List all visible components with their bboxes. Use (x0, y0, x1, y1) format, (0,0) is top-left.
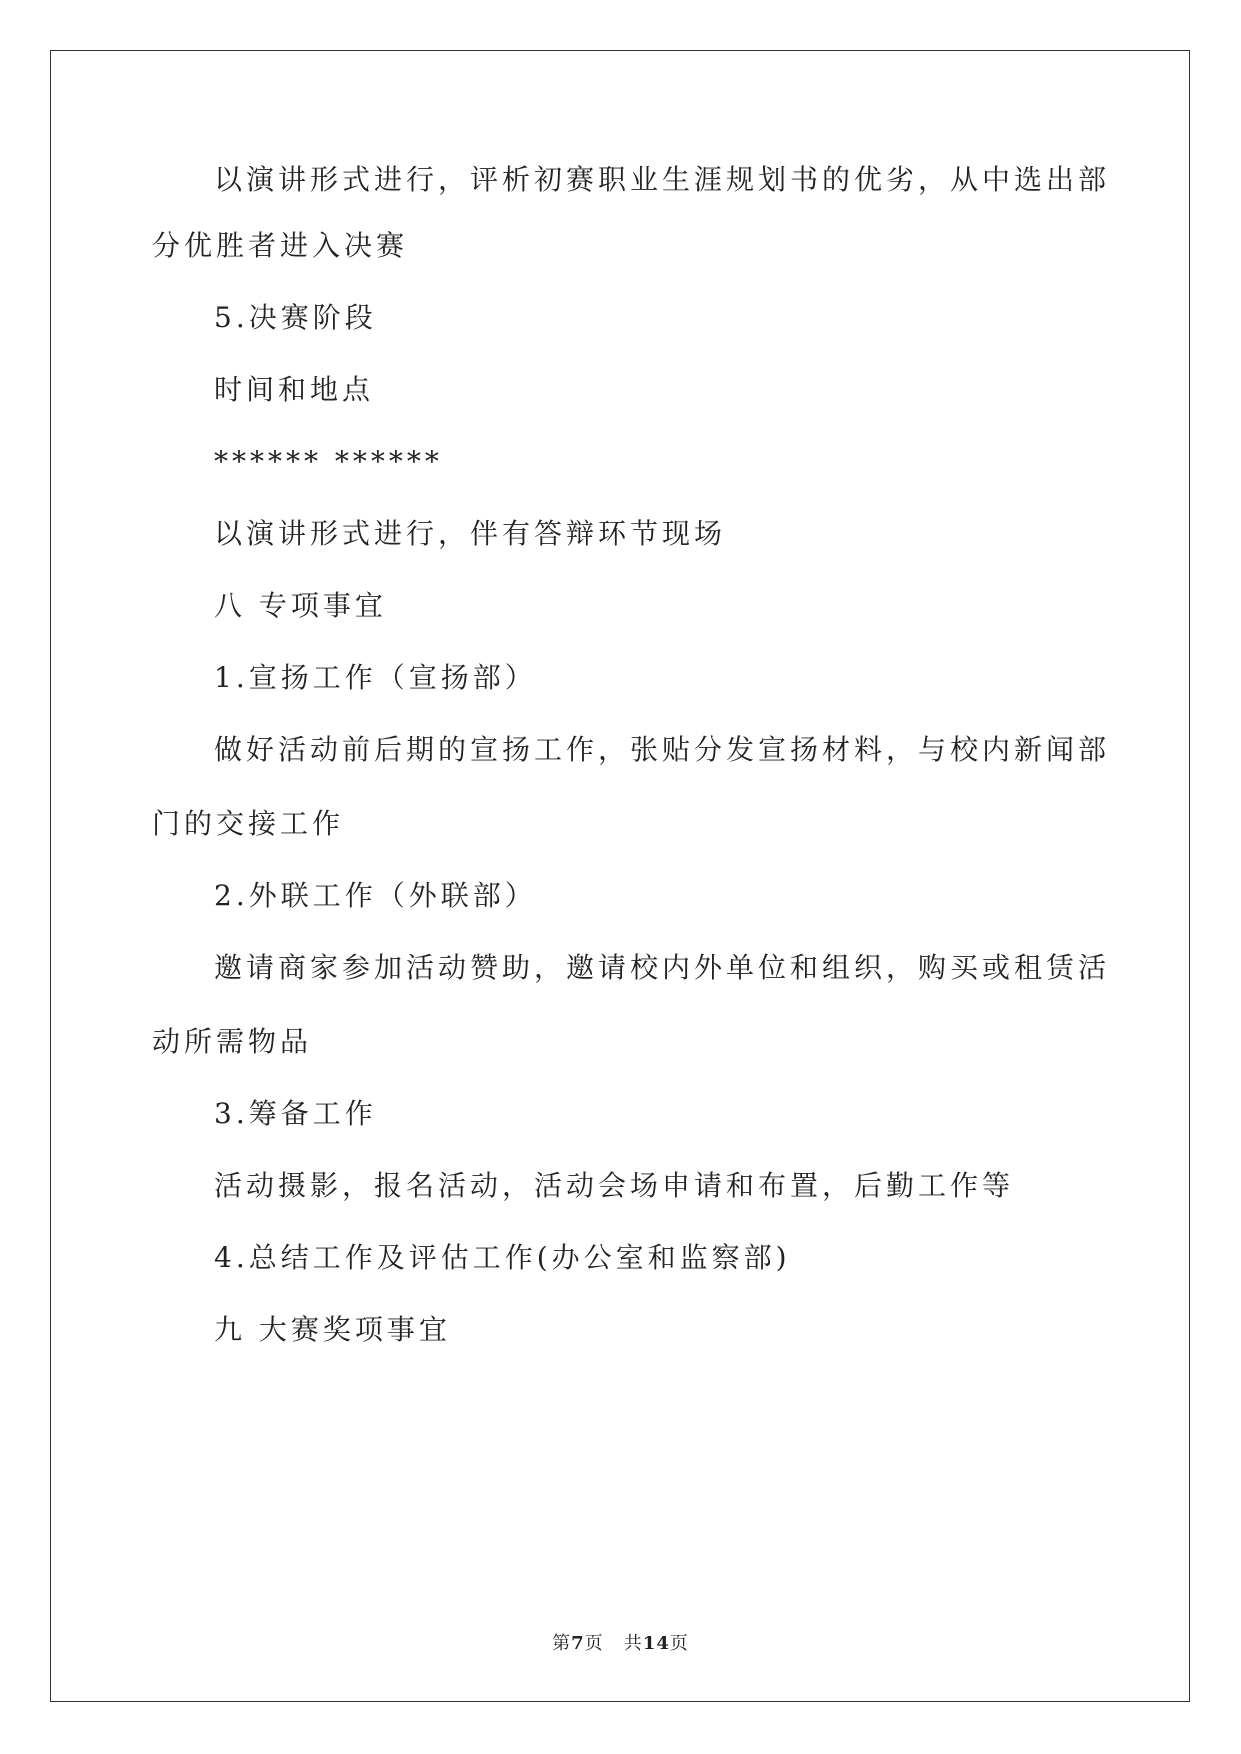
subsection-heading: 3.筹备工作 (214, 1097, 377, 1130)
section-heading: 九 大赛奖项事宜 (214, 1313, 451, 1346)
section-heading: 5.决赛阶段 (214, 301, 377, 334)
paragraph-line: 做好活动前后期的宣扬工作，张贴分发宣扬材料，与校内新闻部 (214, 733, 1111, 766)
subsection-heading: 1.宣扬工作（宣扬部） (214, 661, 537, 694)
footer-prefix: 第 (552, 1633, 572, 1654)
paragraph-line: 动所需物品 (152, 1025, 313, 1058)
paragraph-line: 时间和地点 (214, 373, 375, 406)
paragraph-line: 邀请商家参加活动赞助，邀请校内外单位和组织，购买或租赁活 (214, 951, 1111, 984)
paragraph-line: 分优胜者进入决赛 (152, 229, 409, 262)
paragraph-line: 以演讲形式进行，伴有答辩环节现场 (214, 517, 727, 550)
section-heading: 八 专项事宜 (214, 589, 387, 622)
subsection-heading: 2.外联工作（外联部） (214, 879, 537, 912)
subsection-heading: 4.总结工作及评估工作(办公室和监察部) (214, 1241, 791, 1274)
footer-suffix: 页 (669, 1633, 689, 1654)
redacted-line: ****** ****** (214, 445, 443, 478)
paragraph-line: 活动摄影，报名活动，活动会场申请和布置，后勤工作等 (214, 1169, 1015, 1202)
current-page-number: 7 (571, 1633, 585, 1654)
footer-middle: 页 共 (584, 1633, 643, 1654)
page-footer (0, 1632, 1241, 1656)
paragraph-line: 以演讲形式进行，评析初赛职业生涯规划书的优劣，从中选出部 (214, 163, 1111, 196)
paragraph-line: 门的交接工作 (152, 807, 345, 840)
total-page-count: 14 (642, 1633, 670, 1654)
